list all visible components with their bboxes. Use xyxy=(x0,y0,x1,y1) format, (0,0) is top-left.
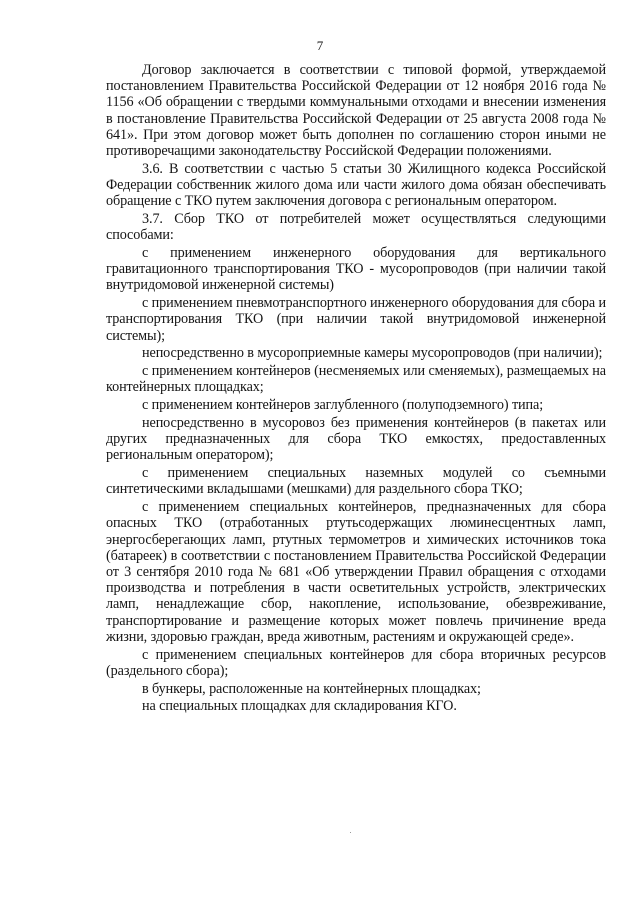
scan-speck xyxy=(350,832,351,833)
list-item-garbage-chutes: с применением инженерного оборудования для вертикального гравитационного транспортирования ТКО - мусоропроводов (при наличии такой внутридомовой инженерной системы) xyxy=(106,245,606,294)
list-item-receiving-chambers: непосредственно в мусороприемные камеры мусоропроводов (при наличии); xyxy=(142,345,603,362)
list-item-bulky-waste-sites: на специальных площадках для складирования КГО. xyxy=(142,698,457,715)
list-item-secondary-resources: с применением специальных контейнеров для сбора вторичных ресурсов (раздельного сбора); xyxy=(106,646,606,679)
list-item-pneumatic-transport: с применением пневмотранспортного инженерного оборудования для сбора и транспортирования ТКО (при наличии такой внутридомовой инженерной системы); xyxy=(106,295,606,344)
paragraph-3-6: 3.6. В соответствии с частью 5 статьи 30 Жилищного кодекса Российской Федерации собственник жилого дома или части жилого дома обязан обеспечивать обращение с ТКО путем заключения договора с региональным оператором. xyxy=(106,160,606,210)
list-item-containers: с применением контейнеров (несменяемых или сменяемых), размещаемых на контейнерных площадках; xyxy=(106,363,606,396)
list-item-ground-modules: с применением специальных наземных модулей со съемными синтетическими вкладышами (мешками) для раздельного сбора ТКО; xyxy=(106,465,606,498)
document-body xyxy=(106,62,606,716)
list-item-hazardous-waste: с применением специальных контейнеров, предназначенных для сбора опасных ТКО (отработанных ртутьсодержащих люминесцентных ламп, энергосберегающих ламп, ртутных термометров и химических источников тока (батареек) в соответствии с постановлением Правительства Российской Федерации от 3 сентября 2010 года № 681 «Об утверждении Правил обращения с отходами производства и потребления в части осветительных устройств, электрических ламп, ненадлежащие сбор, накопление, использование, обезвреживание, транспортирование и размещение которых может повлечь причинение вреда жизни, здоровью граждан, вреда животным, растениям и окружающей среде». xyxy=(106,499,606,645)
list-item-garbage-truck: непосредственно в мусоровоз без применения контейнеров (в пакетах или других предназначенных для сбора ТКО емкостях, предоставленных региональным оператором); xyxy=(106,415,606,464)
page-number: 7 xyxy=(316,38,324,53)
paragraph-3-7: 3.7. Сбор ТКО от потребителей может осуществляться следующими способами: xyxy=(106,211,606,244)
list-item-bunkers: в бункеры, расположенные на контейнерных площадках; xyxy=(142,680,481,697)
paragraph-contract-form: Договор заключается в соответствии с типовой формой, утверждаемой постановлением Правительства Российской Федерации от 12 ноября 2016 года № 1156 «Об обращении с твердыми коммунальными отходами и внесении изменения в постановление Правительства Российской Федерации от 25 августа 2008 года № 641». При этом договор может быть дополнен по соглашению сторон иными не противоречащими законодательству Российской Федерации положениями. xyxy=(106,62,606,160)
list-item-underground-containers: с применением контейнеров заглубленного (полуподземного) типа; xyxy=(142,397,544,414)
